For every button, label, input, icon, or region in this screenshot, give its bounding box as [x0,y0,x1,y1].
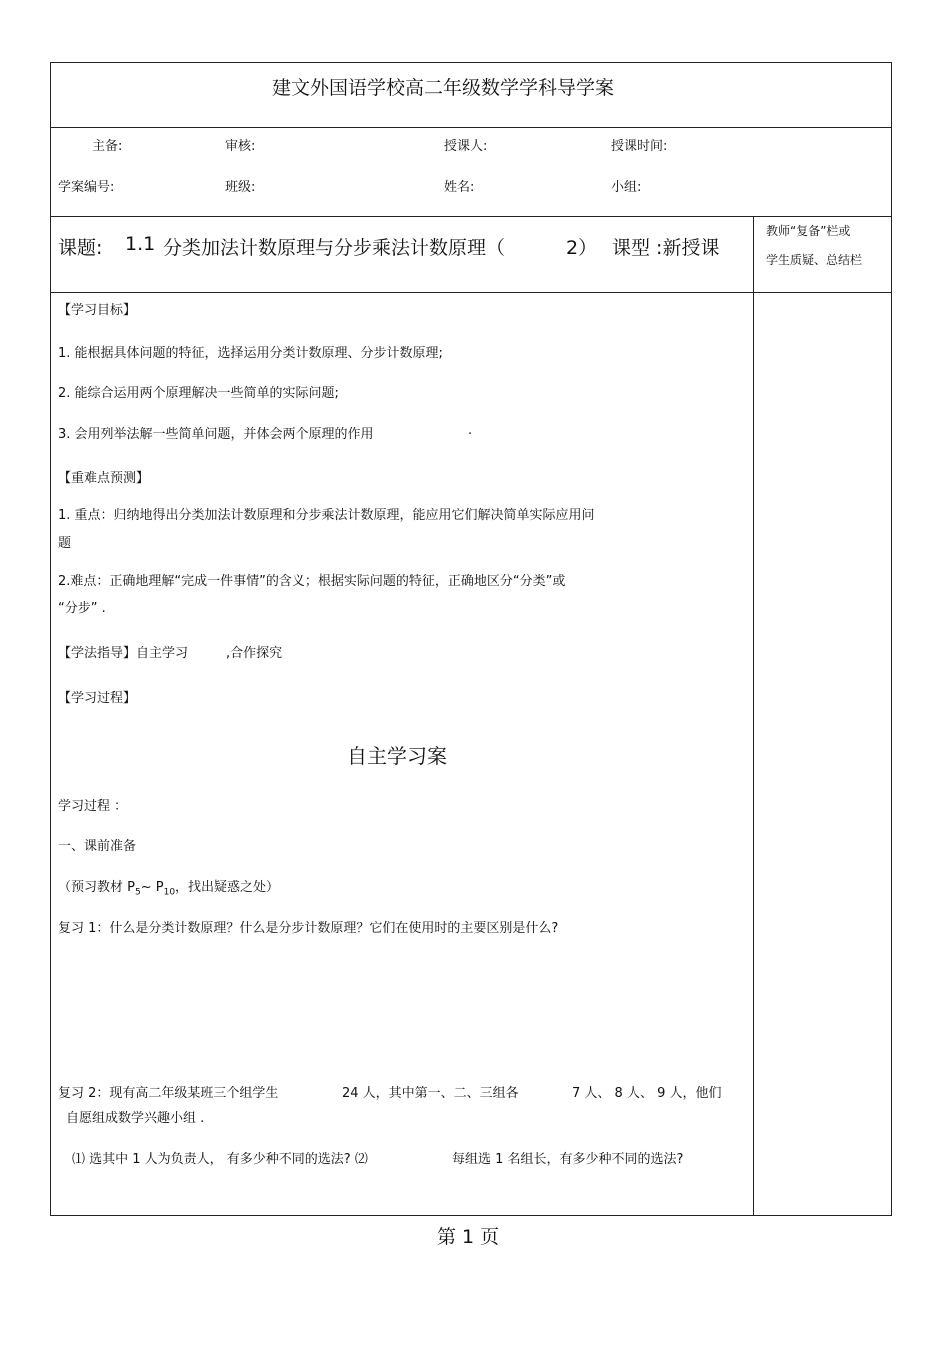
review-question-2-line2: 自愿组成数学兴趣小组 . [66,1111,205,1126]
field-class: 班级: [225,180,256,195]
keypoints-heading: 【重难点预测】 [58,471,150,486]
process-heading: 【学习过程】 [58,691,137,706]
side-column-header-line2: 学生质疑、总结栏 [766,253,863,267]
prep-heading: 一、课前准备 [58,839,137,854]
divider-fields [50,216,892,217]
goals-heading: 【学习目标】 [58,303,137,318]
topic-number: 1.1 [125,233,156,255]
goal-item-3-period: . [468,423,473,438]
method-guidance-cont: ,合作探究 [226,646,283,661]
field-name: 姓名: [444,180,475,195]
keypoint-focus-line1: 1. 重点：归纳地得出分类加法计数原理和分步乘法计数原理，能应用它们解决简单实际应用问 [58,508,595,523]
field-plan-number: 学案编号: [58,180,115,195]
field-group: 小组: [611,180,642,195]
section-title: 自主学习案 [347,744,447,768]
goal-item-2: 2. 能综合运用两个原理解决一些简单的实际问题; [58,386,339,401]
sub-question-a: ⑴ 选其中 1 人为负责人， 有多少种不同的选法? ⑵ [72,1152,368,1167]
review-question-2-part-c: 7 人、 8 人、 9 人，他们 [572,1086,722,1101]
keypoint-focus-line2: 题 [58,536,72,551]
topic-label: 课题: [58,237,103,259]
topic-part: 2） [566,237,598,259]
process-label: 学习过程 ： [58,799,128,814]
document-title: 建文外国语学校高二年级数学学科导学案 [272,77,615,99]
keypoint-difficulty-line1: 2.难点：正确地理解“完成一件事情”的含义；根据实际问题的特征，正确地区分“分类”或 [58,574,566,589]
field-reviewer: 审核: [225,139,256,154]
field-main-preparer: 主备: [92,139,123,154]
lesson-type: 课型 :新授课 [612,237,720,259]
field-lecturer: 授课人: [444,139,488,154]
method-guidance: 【学法指导】自主学习 [58,646,189,661]
review-question-2-part-b: 24 人，其中第一、二、三组各 [342,1086,519,1101]
review-question-1: 复习 1：什么是分类计数原理？什么是分步计数原理？它们在使用时的主要区别是什么? [58,921,559,936]
sub-question-b: 每组选 1 名组长，有多少种不同的选法? [452,1152,684,1167]
goal-item-1: 1. 能根据具体问题的特征，选择运用分类计数原理、分步计数原理; [58,346,443,361]
review-question-2-part-a: 复习 2：现有高二年级某班三个组学生 [58,1086,279,1101]
topic-name: 分类加法计数原理与分步乘法计数原理（ [163,237,506,259]
page-number: 第 1 页 [437,1226,500,1248]
keypoint-difficulty-line2: “分步” . [58,601,106,616]
field-lecture-time: 授课时间: [611,139,668,154]
divider-header [50,127,892,128]
side-column-header-line1: 教师“复备”栏或 [766,224,851,238]
divider-side-column [753,216,754,1216]
goal-item-3: 3. 会用列举法解一些简单问题，并体会两个原理的作用 [58,427,374,442]
divider-topic [50,292,892,293]
preview-instruction: （预习教材 $P_5\sim$ $P_{10}$，找出疑惑之处） [58,880,280,898]
